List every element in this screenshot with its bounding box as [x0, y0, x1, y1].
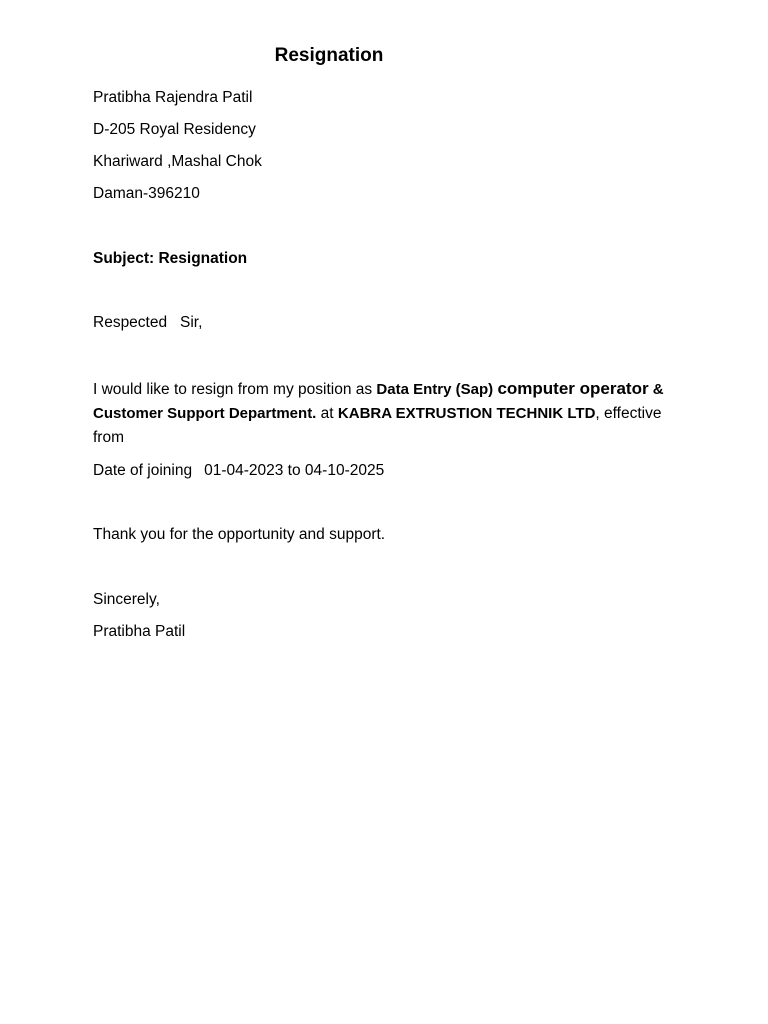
company-name: KABRA EXTRUSTION TECHNIK LTD — [337, 405, 596, 422]
sender-address-line-3: Daman-396210 — [93, 185, 200, 202]
position-role: computer operator — [497, 379, 649, 398]
effective-text: , effective from — [93, 405, 662, 446]
signature-name: Pratibha Patil — [93, 623, 186, 640]
thanks-line: Thank you for the opportunity and support. — [93, 526, 386, 543]
salutation: Respected Sir, — [93, 314, 203, 331]
sender-name: Pratibha Rajendra Patil — [93, 89, 253, 106]
sender-address-line-1: D-205 Royal Residency — [93, 121, 256, 138]
at-text: at — [316, 405, 338, 422]
body-paragraph — [93, 377, 681, 450]
position-title: Data Entry (Sap) — [376, 381, 494, 398]
body-intro: I would like to resign from my position as — [93, 381, 377, 398]
ampersand: & — [648, 381, 664, 398]
sender-address-line-2: Khariward ,Mashal Chok — [93, 153, 262, 170]
closing-line: Sincerely, — [93, 591, 160, 608]
subject-line: Subject: Resignation — [93, 250, 248, 267]
department-name: Customer Support Department. — [93, 405, 317, 422]
joining-label: Date of joining — [93, 462, 193, 479]
joining-date-range: 01-04-2023 to 04-10-2025 — [204, 462, 385, 479]
document-title: Resignation — [274, 45, 384, 66]
joining-line — [93, 461, 384, 481]
